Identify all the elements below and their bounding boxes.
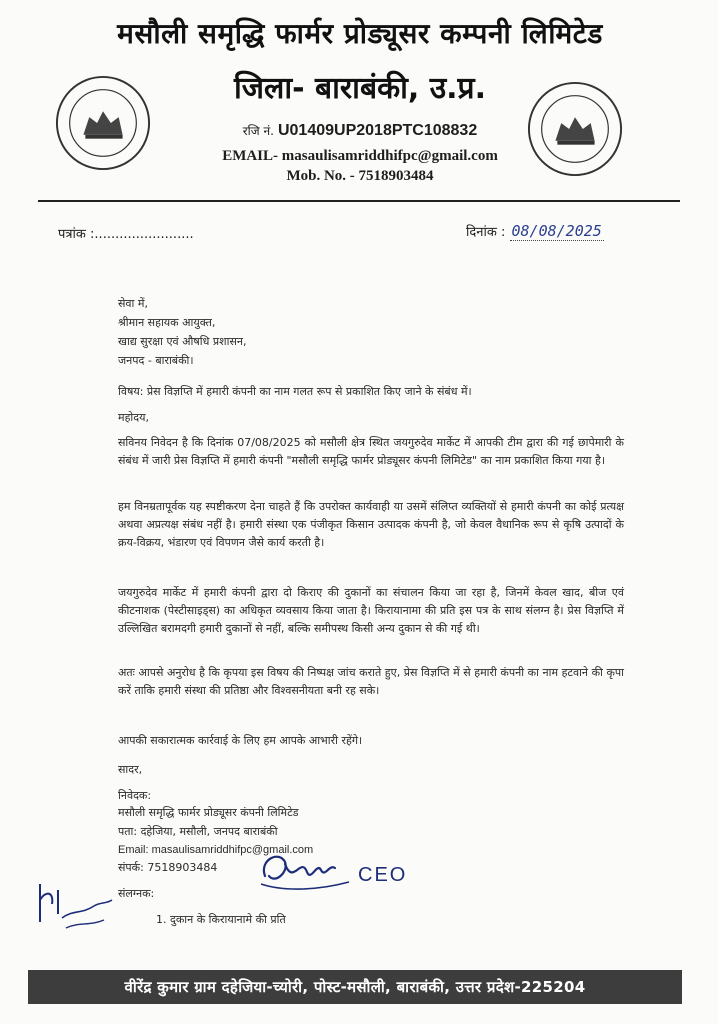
- letterhead-mobile: Mob. No. - 7518903484: [286, 168, 434, 184]
- body-paragraph: जयगुरुदेव मार्केट में हमारी कंपनी द्वारा दो किराए की दुकानों का संचालन किया जा रहा है, जिनमें केवल खाद, बीज एवं कीटनाशक (पेस्टीसाइड्स) का अधिकृत व्यवसाय किया जाता है। किरायानामा की प्रति इस पत्र के साथ संलग्न है। प्रेस विज्ञप्ति में उल्लिखित बरामदगी हमारी दुकानों से नहीं, बल्कि समीपस्थ किसी अन्य दुकान से की गई थी।: [118, 586, 624, 635]
- body-paragraph: अतः आपसे अनुरोध है कि कृपया इस विषय की निष्पक्ष जांच कराते हुए, प्रेस विज्ञप्ति में से हमारी कंपनी का नाम हटवाने की कृपा करें ताकि हमारी संस्था की प्रतिष्ठा और विश्वसनीयता बनी रह सके।: [118, 666, 624, 697]
- enclosure-item: 1. दुकान के किरायानामे की प्रति: [156, 913, 286, 926]
- address-line: श्रीमान सहायक आयुक्त,: [118, 316, 216, 329]
- company-name-heading: मसौली समृद्धि फार्मर प्रोड्यूसर कम्पनी लिमिटेड: [117, 17, 603, 50]
- date-label: दिनांक :: [466, 225, 506, 240]
- received-stamp-icon: [32, 870, 118, 940]
- closing-address: पता: दहेजिया, मसौली, जनपद बाराबंकी: [118, 825, 278, 838]
- subject-line: विषय: प्रेस विज्ञप्ति में हमारी कंपनी का नाम गलत रूप से प्रकाशित किए जाने के संबंध में।: [118, 385, 472, 398]
- address-line: सेवा में,: [118, 297, 148, 310]
- enclosure-label: संलग्नक:: [118, 887, 155, 900]
- footer-address-bar: वीरेंद्र कुमार ग्राम दहेजिया-च्योरी, पोस्ट-मसौली, बाराबंकी, उत्तर प्रदेश-225204: [28, 970, 682, 1004]
- closing-email: Email: masaulisamriddhifpc@gmail.com: [118, 844, 314, 856]
- company-seal-left-icon: [54, 74, 152, 172]
- address-line: जनपद - बाराबंकी।: [118, 354, 194, 367]
- salutation: महोदय,: [118, 411, 149, 424]
- body-paragraph: सविनय निवेदन है कि दिनांक 07/08/2025 को मसौली क्षेत्र स्थित जयगुरुदेव मार्केट में आपकी टीम द्वारा की गई छापेमारी के संबंध में जारी प्रेस विज्ञप्ति में हमारी कंपनी "मसौली समृद्धि फार्मर प्रोड्यूसर कंपनी लिमिटेड" का नाम प्रकाशित किया गया है।: [118, 436, 624, 467]
- closing-company: मसौली समृद्धि फार्मर प्रोड्यूसर कंपनी लिमिटेड: [118, 806, 299, 819]
- closing-phone: संपर्क: 7518903484: [118, 861, 218, 874]
- body-paragraph: हम विनम्रतापूर्वक यह स्पष्टीकरण देना चाहते हैं कि उपरोक्त कार्यवाही या उसमें संलिप्त व्यक्तियों से हमारी कंपनी का कोई प्रत्यक्ष अथवा अप्रत्यक्ष संबंध नहीं है। हमारी संस्था एक पंजीकृत किसान उत्पादक कंपनी है, जो केवल वैधानिक रूप से कृषि उत्पादों के क्रय-विक्रय, भंडारण एवं विपणन जैसे कार्य करती है।: [118, 500, 624, 549]
- registration-line: [200, 122, 520, 140]
- body-paragraph: आपकी सकारात्मक कार्रवाई के लिए हम आपके आभारी रहेंगे।: [118, 734, 363, 747]
- date-value: 08/08/2025: [511, 222, 602, 240]
- signatory-designation: CEO: [358, 864, 408, 886]
- header-divider: [38, 200, 680, 202]
- signature-icon: [255, 846, 355, 892]
- address-line: खाद्य सुरक्षा एवं औषधि प्रशासन,: [118, 335, 247, 348]
- reference-number: पत्रांक :........................: [58, 227, 194, 242]
- closing-saadar: सादर,: [118, 763, 143, 776]
- date-row: [466, 222, 604, 240]
- registration-number: U01409UP2018PTC108832: [277, 122, 478, 139]
- closing-nivedak: निवेदक:: [118, 789, 152, 802]
- district-heading: जिला- बाराबंकी, उ.प्र.: [233, 71, 487, 106]
- registration-label: रजि नं.: [242, 124, 274, 138]
- letterhead-email: EMAIL- masaulisamriddhifpc@gmail.com: [222, 148, 498, 164]
